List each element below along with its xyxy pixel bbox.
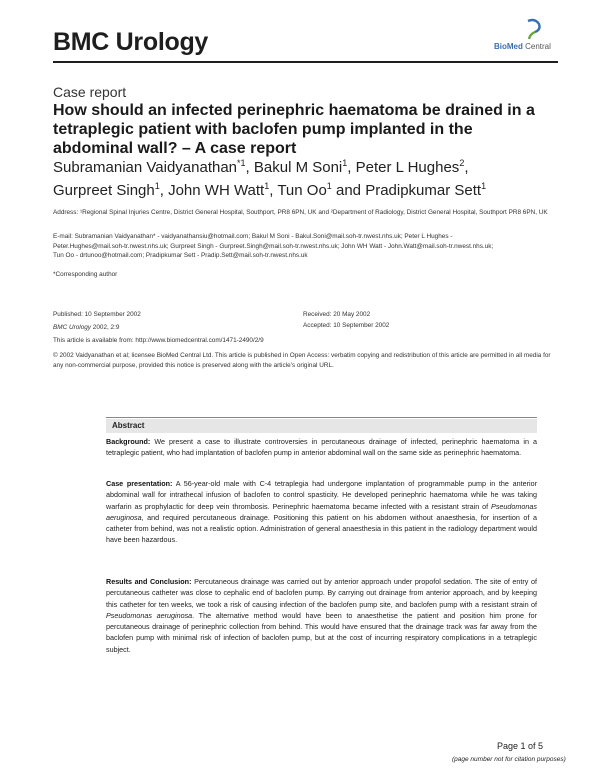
affiliation-marker: 1 xyxy=(154,181,160,191)
page-number-note: (page number not for citation purposes) xyxy=(452,756,566,763)
received-date: Received: 20 May 2002 xyxy=(303,311,371,318)
affiliation-marker: 1 xyxy=(326,181,332,191)
article-type: Case report xyxy=(53,84,127,100)
affiliation-marker: *1 xyxy=(237,158,246,168)
abstract-heading: Abstract xyxy=(106,419,537,433)
published-date: Published: 10 September 2002 xyxy=(53,311,141,318)
affiliation-marker: 1 xyxy=(481,181,487,191)
author: Pradipkumar Sett xyxy=(365,182,482,199)
publisher-logo xyxy=(494,18,556,54)
journal-title: BMC Urology xyxy=(53,28,209,56)
author: Gurpreet Singh xyxy=(53,182,155,199)
header-rule xyxy=(53,61,558,63)
affiliation-marker: 1 xyxy=(264,181,270,191)
author-address: Address: ¹Regional Spinal Injuries Centre, District General Hospital, Southport, PR8 6PN, UK and ²Department of Radiology, District General Hospital, Southport PR8 6PN, UK xyxy=(53,209,548,216)
citation: BMC Urology 2002, 2:9 xyxy=(53,324,120,331)
author: Subramanian Vaidyanathan xyxy=(53,159,238,176)
biomed-central-logo-icon xyxy=(524,18,544,40)
author: John WH Watt xyxy=(168,182,265,199)
author-list: Subramanian Vaidyanathan$^{*1}$, Bakul M Soni$^1$, Peter L Hughes$^2$, Gurpreet Singh$^1$, John WH Watt$^1$, Tun Oo$^1$ and Pradipkumar Sett$^1$ xyxy=(53,158,487,199)
abstract-box xyxy=(106,417,537,702)
author-emails: E-mail: Subramanian Vaidyanathan* - vaidyanathansiu@hotmail.com; Bakul M Soni - Bakul.Soni@mail.soh-tr.nwest.nhs.uk; Peter L Hughes - Peter.Hughes@mail.soh-tr.nwest.nhs.uk; Gurpreet Singh - Gurpreet.Singh@mail.soh-tr.nwest.nhs.uk; John WH Watt - John.Watt@mail.soh-tr.nwest.nhs.uk; Tun Oo - drtunoo@hotmail.com; Pradipkumar Sett - Pradip.Sett@mail.soh-tr.nwest.nhs.uk xyxy=(53,233,494,260)
author: Bakul M Soni xyxy=(253,159,343,176)
page-number: Page 1 of 5 xyxy=(497,741,544,751)
affiliation-marker: 1 xyxy=(342,158,348,168)
copyright-notice: © 2002 Vaidyanathan et al; licensee BioMed Central Ltd. This article is published in Open Access: verbatim copying and redistribution of this article are permitted in all media for any non-commercial purpose, provided this notice is preserved along with the article's original URL. xyxy=(53,352,551,369)
publisher-name: BioMed Central xyxy=(494,42,551,51)
abstract-background: Background: We present a case to illustrate controversies in percutaneous drainage of infected, perinephric haematoma in a tetraplegic patient, who had implantation of baclofen pump in anterior abdominal wall on the same side as perinephric haematoma. xyxy=(106,437,537,458)
corresponding-author-note: *Corresponding author xyxy=(53,271,118,278)
affiliation-marker: 2 xyxy=(459,158,465,168)
author: Tun Oo xyxy=(277,182,327,199)
accepted-date: Accepted: 10 September 2002 xyxy=(303,322,390,329)
abstract-results-conclusion: Results and Conclusion: Percutaneous drainage was carried out by anterior approach under propofol sedation. The site of entry of percutaneous catheter was close to cephalic end of baclofen pump. By carrying out drainage from anterior approach, and by keeping this catheter for ten weeks, we took a risk of causing infection of the baclofen pump site, and baclofen pump with a resistant strain of Pseudomonas aeruginosa. The alternative method would have been to anaesthetise the patient and position him prone for percutaneous drainage of perinephric collection from behind. This would have ensured that the drainage track was far away from the baclofen pump with minimal risk of infection of baclofen pump, but at the cost of incurring respiratory complications in a tetraplegic subject. xyxy=(106,577,538,654)
article-title: How should an infected perinephric haematoma be drained in a tetraplegic patient with baclofen pump implanted in the abdominal wall? – A case report xyxy=(53,102,535,157)
abstract-case-presentation: Case presentation: A 56-year-old male with C-4 tetraplegia had undergone implantation of programmable pump in the anterior abdominal wall for intrathecal infusion of baclofen to control spasticity. He developed perinephric haematoma while he was taking warfarin as prophylactic for deep vein thrombosis. Perinephric haematoma became infected with a resistant strain of Pseudomonas aeruginosa, and required percutaneous drainage. Positioning this patient on his abdomen without anaesthesia, for insertion of a catheter from behind, was not a realistic option. Administration of general anaesthesia in this patient in the radiology department would have been hazardous. xyxy=(106,479,537,545)
author: Peter L Hughes xyxy=(355,159,460,176)
article-url[interactable]: This article is available from: http://www.biomedcentral.com/1471-2490/2/9 xyxy=(53,337,264,344)
